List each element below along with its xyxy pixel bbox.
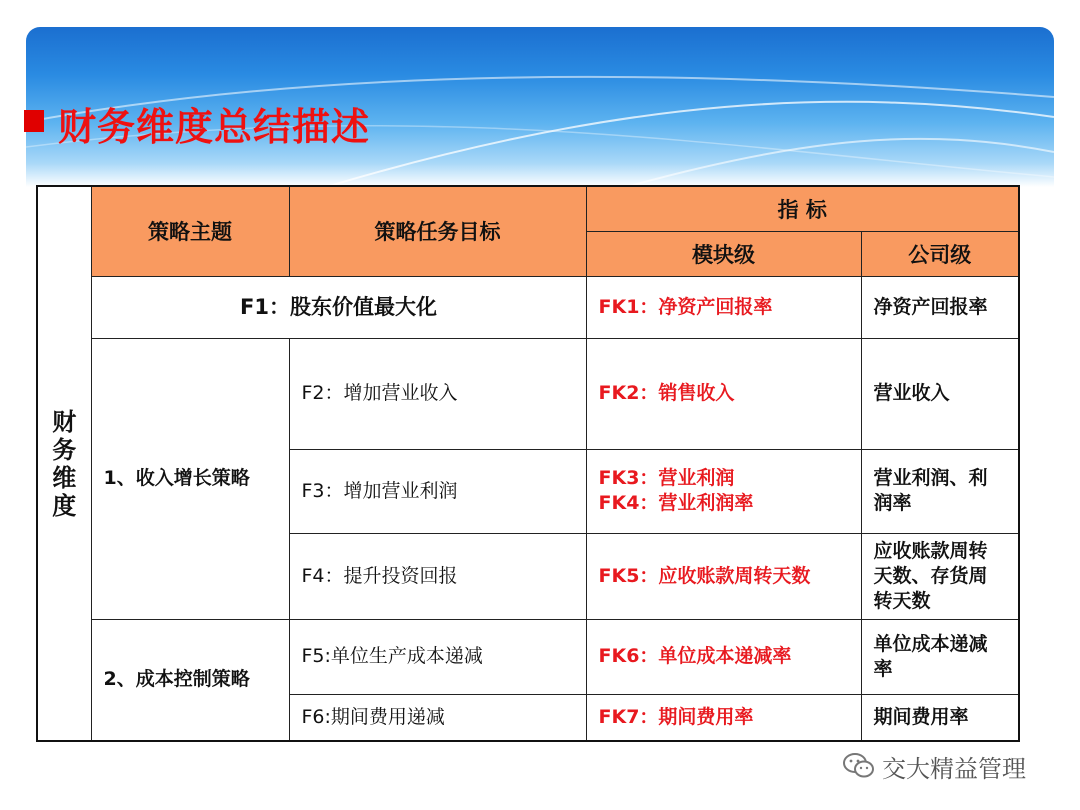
company-indicator-f5: 单位成本递减率	[861, 619, 1019, 694]
module-indicator-f5: FK6：单位成本递减率	[586, 619, 861, 694]
theme-revenue-growth: 1、收入增长策略	[91, 338, 289, 619]
watermark-text: 交大精益管理	[882, 754, 1026, 783]
header-theme: 策略主题	[91, 186, 289, 276]
table-row	[37, 619, 1019, 694]
company-indicator-f3: 营业利润、利润率	[861, 449, 1019, 533]
header-indicator: 指 标	[586, 186, 1019, 231]
title-bullet-square	[24, 110, 44, 132]
page-title: 财务维度总结描述	[58, 105, 371, 149]
task-f2: F2：增加营业收入	[289, 338, 586, 449]
header-task: 策略任务目标	[289, 186, 586, 276]
header-company-level: 公司级	[861, 231, 1019, 276]
f1-task: F1：股东价值最大化	[91, 276, 586, 338]
task-f4: F4：提升投资回报	[289, 533, 586, 619]
f1-company-indicator: 净资产回报率	[861, 276, 1019, 338]
company-indicator-f2: 营业收入	[861, 338, 1019, 449]
header-module-level: 模块级	[586, 231, 861, 276]
f1-module-indicator: FK1：净资产回报率	[586, 276, 861, 338]
module-indicator-f3: FK3：营业利润 FK4：营业利润率	[586, 449, 861, 533]
company-indicator-f4: 应收账款周转天数、存货周转天数	[861, 533, 1019, 619]
module-indicator-f4: FK5：应收账款周转天数	[586, 533, 861, 619]
task-f6: F6:期间费用递减	[289, 694, 586, 741]
dimension-cell: 财务维度	[37, 186, 91, 741]
table-row	[37, 276, 1019, 338]
module-indicator-f6: FK7：期间费用率	[586, 694, 861, 741]
watermark	[842, 748, 1026, 784]
summary-table	[36, 185, 1020, 742]
module-indicator-f2: FK2：销售收入	[586, 338, 861, 449]
theme-cost-control: 2、成本控制策略	[91, 619, 289, 741]
task-f3: F3：增加营业利润	[289, 449, 586, 533]
company-indicator-f6: 期间费用率	[861, 694, 1019, 741]
wechat-icon	[842, 751, 876, 781]
task-f5: F5:单位生产成本递减	[289, 619, 586, 694]
table-row	[37, 338, 1019, 449]
